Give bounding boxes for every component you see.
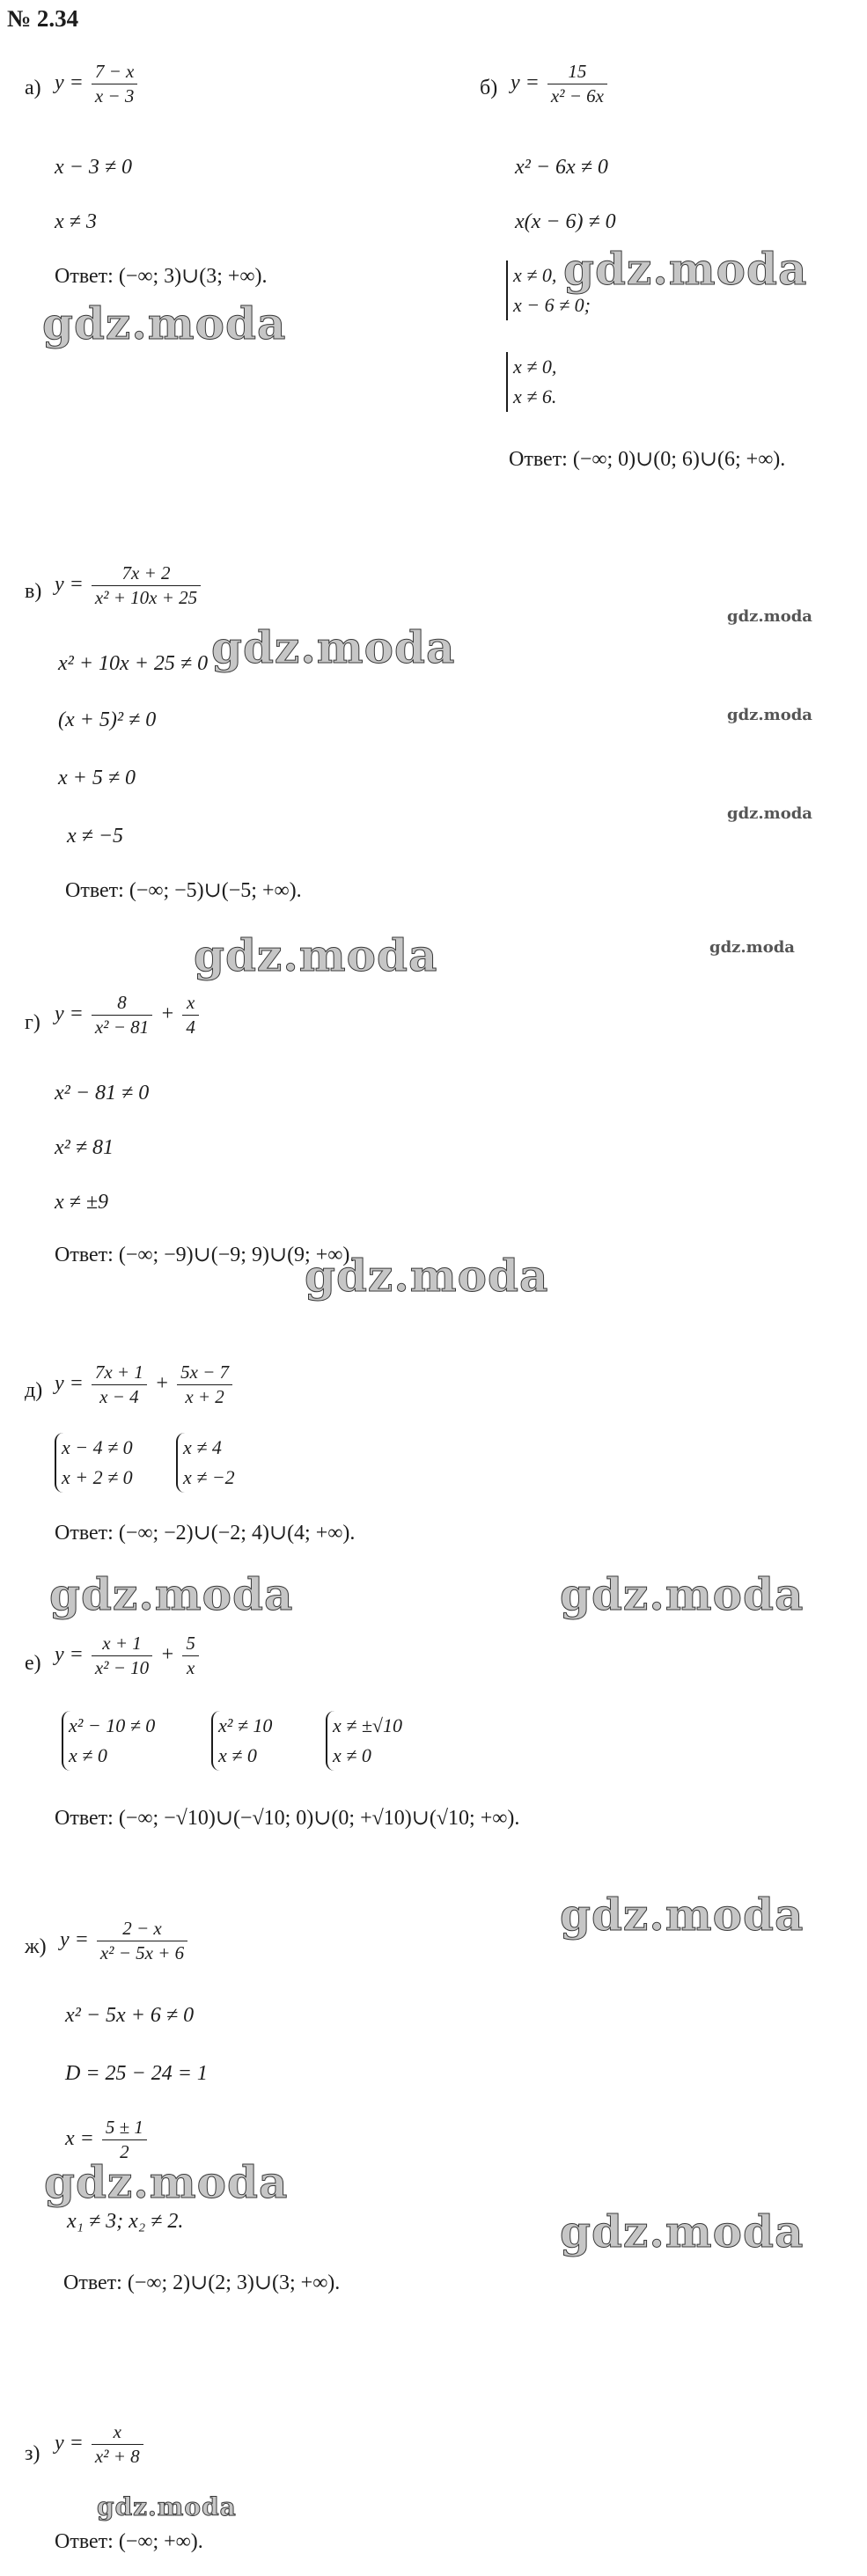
watermark: gdz.moda — [211, 621, 456, 673]
part-e-fraction-2: $\frac{5}{x}$ — [182, 1633, 199, 1678]
watermark: gdz.moda — [305, 1250, 549, 1302]
watermark: gdz.moda — [44, 2156, 289, 2208]
watermark: gdz.moda — [97, 2492, 237, 2521]
part-v-step-2: (x + 5)² ≠ 0 — [58, 708, 157, 731]
part-v-answer: Ответ: (−∞; −5)∪(−5; +∞). — [65, 879, 302, 902]
part-e-fraction-1: $\frac{x + 1}{\text{x² − 10}}$ — [92, 1633, 152, 1678]
part-g-fraction-1: $\frac{8}{\text{x² − 81}}$ — [92, 993, 152, 1038]
watermark: gdz.moda — [563, 243, 808, 295]
part-z-fraction: $\frac{x}{\text{x² + 8}}$ — [92, 2422, 143, 2467]
part-b-system-2: x ≠ 0, x ≠ 6. — [506, 352, 556, 412]
watermark: gdz.moda — [727, 706, 812, 724]
watermark: gdz.moda — [560, 1568, 805, 1620]
part-d-label: д) — [25, 1379, 43, 1402]
watermark: gdz.moda — [42, 297, 287, 349]
part-g-answer: Ответ: (−∞; −9)∪(−9; 9)∪(9; +∞). — [55, 1244, 356, 1266]
part-d-answer: Ответ: (−∞; −2)∪(−2; 4)∪(4; +∞). — [55, 1522, 356, 1545]
part-b-fraction: $\frac{15}{\text{x² − 6x}}$ — [547, 62, 607, 106]
part-e-system-2: x² ≠ 10 x ≠ 0 — [211, 1711, 272, 1771]
part-zh-fraction: $\frac{2 - x}{\text{x² − 5x + 6}}$ — [97, 1919, 187, 1963]
part-z-label: з) — [25, 2442, 40, 2465]
part-a-answer: Ответ: (−∞; 3)∪(3; +∞). — [55, 265, 268, 288]
part-b-answer: Ответ: (−∞; 0)∪(0; 6)∪(6; +∞). — [509, 448, 786, 471]
problem-number: № 2.34 — [7, 5, 79, 32]
part-v-label: в) — [25, 580, 42, 603]
watermark: gdz.moda — [194, 929, 438, 981]
watermark: gdz.moda — [727, 804, 812, 823]
watermark: gdz.moda — [709, 938, 795, 957]
part-zh-roots-fraction: $\frac{5 \pm 1}{2}$ — [102, 2117, 147, 2162]
part-zh-function: y = $\frac{2 - x}{\text{x² − 5x + 6}}$ — [60, 1919, 190, 1963]
part-zh-roots-formula: x = $\frac{5 \pm 1}{2}$ — [65, 2117, 150, 2162]
part-d-function: y = $\frac{7x + 1}{x - 4}$ + $\frac{5x - 7}{x + 2}$ — [55, 1362, 235, 1407]
part-b-system-1: x ≠ 0, x − 6 ≠ 0; — [506, 261, 591, 320]
part-d-fraction-1: $\frac{7x + 1}{x - 4}$ — [92, 1362, 147, 1407]
part-g-function: y = $\frac{8}{\text{x² − 81}}$ + $\frac{x}{4}$ — [55, 993, 202, 1038]
watermark: gdz.moda — [560, 2205, 805, 2257]
part-zh-roots: x₁ ≠ 3; x₂ ≠ 2. — [67, 2210, 184, 2233]
part-v-step-1: x² + 10x + 25 ≠ 0 — [58, 652, 209, 675]
part-v-fraction: $\frac{7x + 2}{\text{x² + 10x + 25}}$ — [92, 563, 201, 608]
part-v-function: y = $\frac{7x + 2}{\text{x² + 10x + 25}}$ — [55, 563, 203, 608]
part-e-system-1: x² − 10 ≠ 0 x ≠ 0 — [62, 1711, 155, 1771]
part-zh-answer: Ответ: (−∞; 2)∪(2; 3)∪(3; +∞). — [63, 2271, 341, 2294]
part-b-function: y = $\frac{15}{\text{x² − 6x}}$ — [511, 62, 610, 106]
part-z-function: y = $\frac{x}{\text{x² + 8}}$ — [55, 2422, 146, 2467]
part-g-label: г) — [25, 1011, 40, 1034]
part-g-step-3: x ≠ ±9 — [55, 1191, 108, 1214]
watermark: gdz.moda — [727, 607, 812, 626]
part-e-function: y = $\frac{x + 1}{\text{x² − 10}}$ + $\frac{5}{x}$ — [55, 1633, 202, 1678]
part-e-label: е) — [25, 1652, 41, 1675]
part-d-system-2: x ≠ 4 x ≠ −2 — [176, 1433, 235, 1493]
part-z-answer: Ответ: (−∞; +∞). — [55, 2530, 203, 2553]
part-a-step-1: x − 3 ≠ 0 — [55, 156, 133, 179]
watermark: gdz.moda — [49, 1568, 294, 1620]
part-d-fraction-2: $\frac{5x - 7}{x + 2}$ — [177, 1362, 232, 1407]
watermark: gdz.moda — [560, 1889, 805, 1941]
part-zh-step-2: D = 25 − 24 = 1 — [65, 2062, 208, 2085]
part-zh-step-1: x² − 5x + 6 ≠ 0 — [65, 2004, 195, 2027]
part-b-label: б) — [480, 77, 498, 99]
part-v-step-3: x + 5 ≠ 0 — [58, 767, 136, 789]
part-b-step-1: x² − 6x ≠ 0 — [515, 156, 608, 179]
part-a-function: y = $\frac{7 - x}{x - 3}$ — [55, 62, 140, 106]
part-v-step-4: x ≠ −5 — [67, 825, 124, 848]
part-a-label: а) — [25, 77, 41, 99]
part-g-fraction-2: $\frac{x}{4}$ — [182, 993, 199, 1038]
part-zh-label: ж) — [25, 1935, 47, 1958]
part-e-system-3: x ≠ ±√10 x ≠ 0 — [326, 1711, 402, 1771]
part-e-answer: Ответ: (−∞; −√10)∪(−√10; 0)∪(0; +√10)∪(√10; +∞). — [55, 1807, 520, 1830]
part-g-step-1: x² − 81 ≠ 0 — [55, 1082, 150, 1105]
part-b-step-2: x(x − 6) ≠ 0 — [515, 210, 616, 233]
part-d-system-1: x − 4 ≠ 0 x + 2 ≠ 0 — [55, 1433, 133, 1493]
part-g-step-2: x² ≠ 81 — [55, 1136, 114, 1159]
part-a-fraction: $\frac{7 - x}{x - 3}$ — [92, 62, 138, 106]
part-a-step-2: x ≠ 3 — [55, 210, 97, 233]
